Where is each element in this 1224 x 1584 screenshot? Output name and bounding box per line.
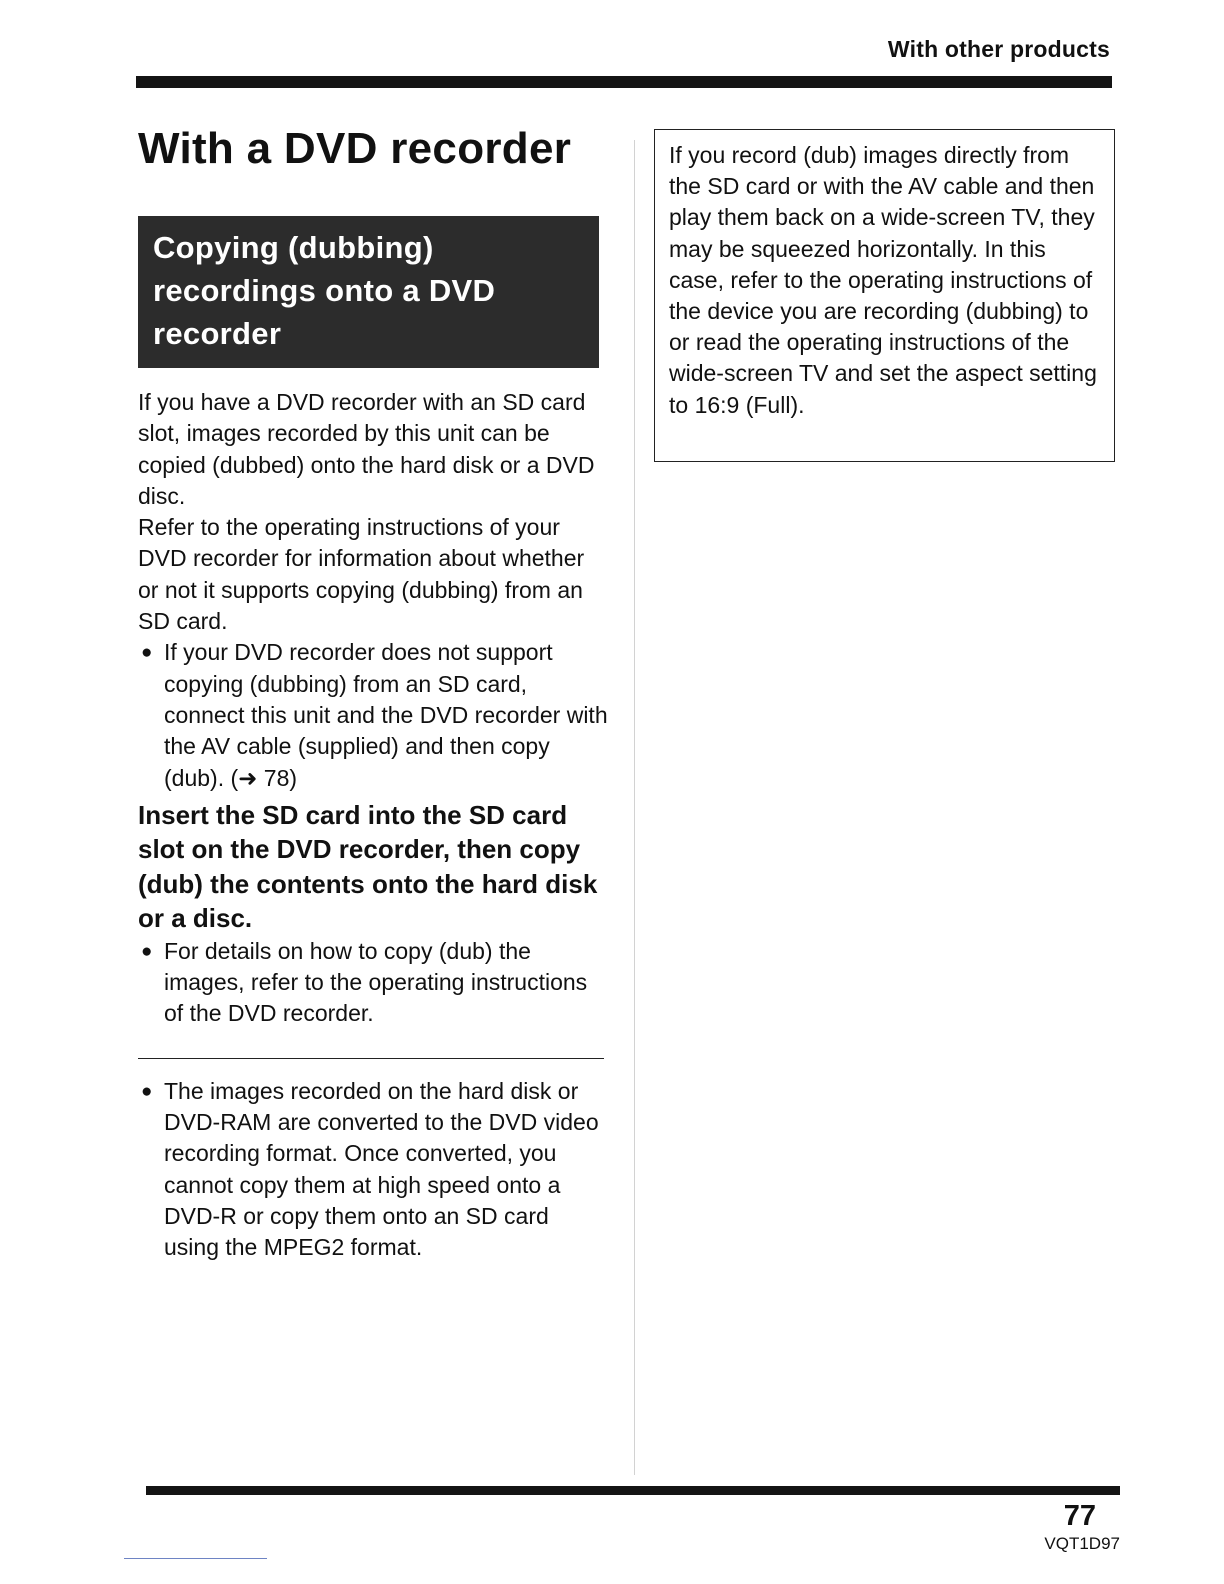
note-item — [138, 1076, 608, 1264]
bullet-item-details — [138, 936, 608, 1030]
top-rule — [136, 76, 1112, 88]
page-title: With a DVD recorder — [138, 124, 572, 173]
instruction-step: Insert the SD card into the SD card slot on the DVD recorder, then copy (dub) the contents onto the hard disk or a disc. — [138, 799, 598, 934]
section-header: With other products — [887, 36, 1110, 62]
model-code: VQT1D97 — [1044, 1534, 1120, 1553]
bullet-dot-icon: ● — [141, 642, 153, 664]
intro-paragraph-1: If you have a DVD recorder with an SD card slot, images recorded by this unit can be copied (dubbed) onto the hard disk or a DVD disc. — [138, 389, 595, 509]
page-number: 77 — [1063, 1500, 1096, 1532]
note-divider — [138, 1058, 604, 1059]
left-column — [138, 118, 608, 1264]
bullet-dot-icon: ● — [141, 1080, 153, 1102]
bullet-item-dvd-support — [138, 637, 608, 793]
subheading-banner: Copying (dubbing) recordings onto a DVD recorder — [138, 216, 599, 368]
bullet-text: For details on how to copy (dub) the images, refer to the operating instructions of the DVD recorder. — [164, 937, 588, 1027]
intro-paragraph-2: Refer to the operating instructions of your DVD recorder for information about whether or not it supports copying (dubbing) from an SD card. — [138, 514, 585, 635]
corner-line — [124, 1558, 267, 1559]
info-box — [654, 129, 1115, 462]
bottom-rule — [146, 1486, 1120, 1495]
bullet-dot-icon: ● — [141, 940, 153, 962]
info-box-text: If you record (dub) images directly from the SD card or with the AV cable and then play them back on a wide-screen TV, they may be squeezed horizontally. In this case, refer to the operating instructions of the device you are recording (dubbing) to or read the operating instructions of the wide-screen TV and set the aspect setting to 16:9 (Full). — [669, 142, 1097, 418]
bullet-text: If your DVD recorder does not support copying (dubbing) from an SD card, connect this unit and the DVD recorder with the AV cable (supplied) and then copy (dub). (➜ 78) — [164, 639, 608, 791]
note-text: The images recorded on the hard disk or DVD-RAM are converted to the DVD video recording format. Once converted, you cannot copy them at high speed onto a DVD-R or copy them onto an SD card using the MPEG2 format. — [164, 1077, 599, 1261]
column-divider — [634, 140, 635, 1475]
